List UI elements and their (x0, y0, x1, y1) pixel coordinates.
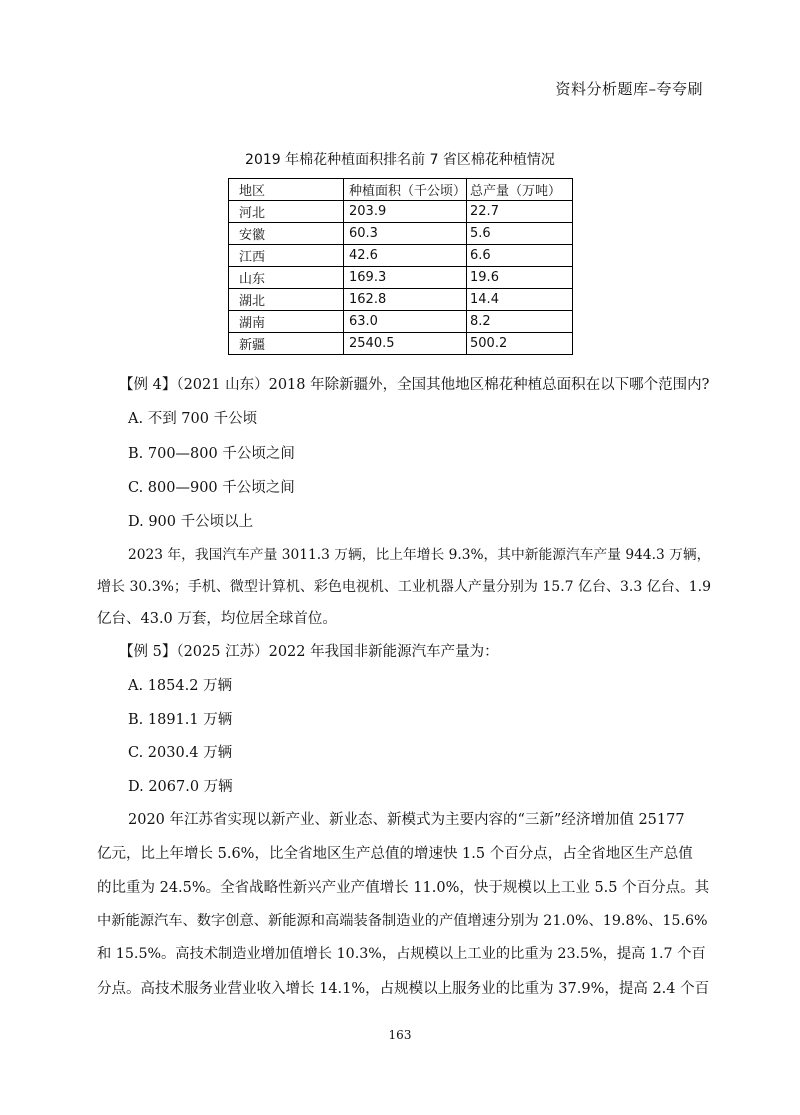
example-4-question: 【例 4】（2021 山东）2018 年除新疆外，全国其他地区棉花种植总面积在以下哪个范围内? (119, 377, 710, 393)
passage-2-line-5: 和 15.5%。高技术制造业增加值增长 10.3%，占规模以上工业的比重为 23.5%，提高 1.7 个百 (97, 946, 706, 962)
cell-area: 63.0 (344, 311, 467, 333)
passage-2-line-1: 2020 年江苏省实现以新产业、新业态、新模式为主要内容的“三新”经济增加值 25177 (128, 812, 685, 828)
table-row (229, 245, 573, 267)
example-4-option-d: D. 900 千公顷以上 (128, 514, 254, 530)
cell-region: 湖北 (229, 289, 344, 311)
example-4-option-c: C. 800—900 千公顷之间 (128, 480, 295, 496)
example-5-question: 【例 5】（2025 江苏）2022 年我国非新能源汽车产量为： (119, 644, 499, 660)
table-row (229, 289, 573, 311)
example-4-option-b: B. 700—800 千公顷之间 (128, 446, 295, 462)
table-row (229, 311, 573, 333)
cell-area: 203.9 (344, 201, 467, 223)
cotton-table (228, 178, 573, 355)
cell-region: 安徽 (229, 223, 344, 245)
table-title: 2019 年棉花种植面积排名前 7 省区棉花种植情况 (245, 152, 555, 168)
cell-region: 新疆 (229, 333, 344, 355)
cell-output: 8.2 (467, 311, 573, 333)
passage-1-line-2: 增长 30.3%；手机、微型计算机、彩色电视机、工业机器人产量分别为 15.7 亿台、3.3 亿台、1.9 (97, 579, 711, 595)
cell-area: 42.6 (344, 245, 467, 267)
cell-output: 5.6 (467, 223, 573, 245)
passage-1-line-1: 2023 年，我国汽车产量 3011.3 万辆，比上年增长 9.3%，其中新能源汽车产量 944.3 万辆， (128, 547, 711, 563)
cell-output: 22.7 (467, 201, 573, 223)
passage-2-line-2: 亿元，比上年增长 5.6%，比全省地区生产总值的增速快 1.5 个百分点，占全省地区生产总值 (97, 846, 693, 862)
table-header-row (229, 179, 573, 201)
table-row (229, 223, 573, 245)
table-row (229, 267, 573, 289)
cell-area: 60.3 (344, 223, 467, 245)
cell-output: 500.2 (467, 333, 573, 355)
example-5-option-c: C. 2030.4 万辆 (128, 745, 233, 761)
column-header-output: 总产量（万吨） (467, 179, 573, 201)
cell-area: 169.3 (344, 267, 467, 289)
column-header-area: 种植面积（千公顷） (344, 179, 467, 201)
passage-1-line-3: 亿台、43.0 万套，均位居全球首位。 (97, 611, 337, 627)
passage-2-line-3: 的比重为 24.5%。全省战略性新兴产业产值增长 11.0%，快于规模以上工业 5.5 个百分点。其 (97, 880, 710, 896)
column-header-region: 地区 (229, 179, 344, 201)
passage-2-line-4: 中新能源汽车、数字创意、新能源和高端装备制造业的产值增速分别为 21.0%、19.8%、15.6% (97, 913, 708, 929)
table-row (229, 201, 573, 223)
passage-2-line-6: 分点。高技术服务业营业收入增长 14.1%，占规模以上服务业的比重为 37.9%，提高 2.4 个百 (97, 981, 710, 997)
cell-output: 19.6 (467, 267, 573, 289)
cell-area: 162.8 (344, 289, 467, 311)
example-5-option-a: A. 1854.2 万辆 (128, 678, 233, 694)
header-title: 资料分析题库–夸夸刷 (555, 80, 703, 98)
table-row (229, 333, 573, 355)
example-4-option-a: A. 不到 700 千公顷 (128, 411, 258, 427)
example-5-option-b: B. 1891.1 万辆 (128, 712, 233, 728)
cell-output: 14.4 (467, 289, 573, 311)
cell-region: 湖南 (229, 311, 344, 333)
cell-region: 山东 (229, 267, 344, 289)
cell-area: 2540.5 (344, 333, 467, 355)
cell-region: 江西 (229, 245, 344, 267)
cell-region: 河北 (229, 201, 344, 223)
example-5-option-d: D. 2067.0 万辆 (128, 779, 233, 795)
cell-output: 6.6 (467, 245, 573, 267)
page-number: 163 (388, 1028, 412, 1042)
